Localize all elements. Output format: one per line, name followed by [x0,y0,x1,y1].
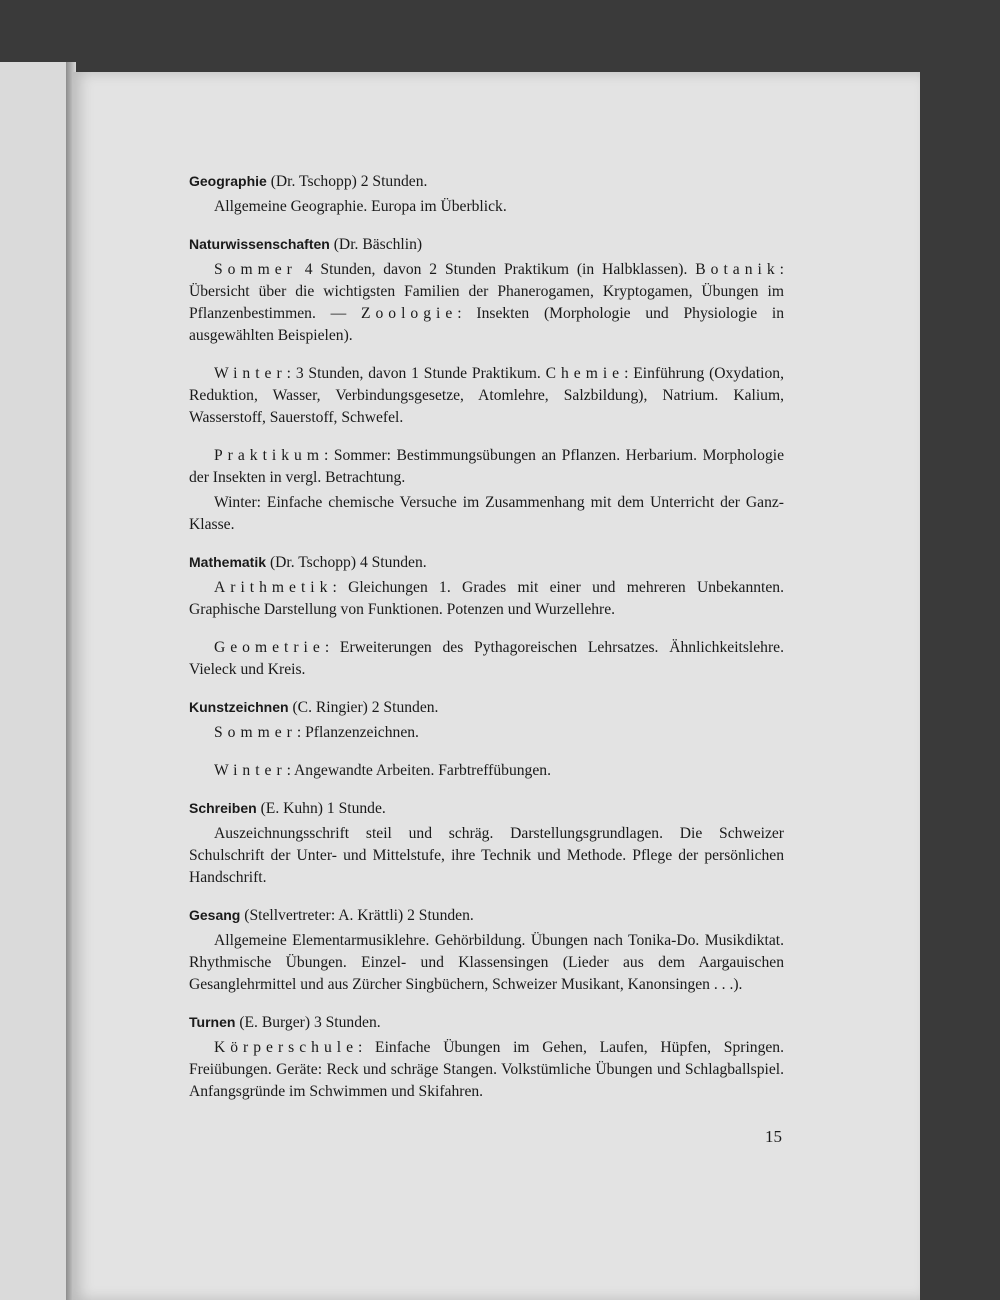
section-title: Naturwissenschaften [189,236,330,252]
text-run: : Insekten (Morphologie und Physiologie in ausgewählten Beispielen). [189,305,784,344]
section-title: Mathematik [189,554,267,570]
section-meta: (Stellvertreter: A. Krättli) 2 Stunden. [244,907,474,924]
facing-page-edge [0,62,70,1300]
text-run: : Angewandte Arbeiten. Farbtreffübungen. [286,762,551,779]
section-mathematik [189,551,784,681]
section-heading [189,233,784,256]
text-run: : 3 Stunden, davon 1 Stunde Praktikum. [286,365,546,382]
text-run: : Pflanzenzeichnen. [296,724,419,741]
spaced-label: Sommer [214,261,297,278]
paragraph [189,577,784,621]
paragraph: Auszeichnungsschrift steil und schräg. Darstellungsgrundlagen. Die Schweizer Schulschrift der Unter- und Mittelstufe, ihre Technik und Methode. Pflege der persönlichen Handschrift. [189,825,784,886]
spaced-label: Praktikum [214,447,324,464]
spaced-label: Arithmetik [214,579,333,596]
section-heading [189,170,784,193]
text-run: : Sommer: Bestimmungsübungen an Pflanzen. Herbarium. Morphologie der Insekten in vergl. Betrachtung. [189,447,784,486]
text-run: : Einführung (Oxydation, Reduktion, Wasser, Verbindungsgesetze, Atomlehre, Salzbildung), Natrium. Kalium, Wasserstoff, Sauerstoff, Schwefel. [189,365,784,426]
section-title: Schreiben [189,800,257,816]
spaced-label: Sommer [214,724,297,741]
section-schreiben [189,797,784,889]
spaced-label: Körperschule [214,1039,358,1056]
paragraph [189,637,784,681]
spaced-label: Chemie [545,365,625,382]
section-title: Gesang [189,907,241,923]
section-title: Kunstzeichnen [189,699,289,715]
spaced-label: Geometrie [214,639,325,656]
spaced-label: Zoologie [360,305,458,322]
section-heading [189,904,784,927]
book-page [72,72,920,1300]
paragraph [189,445,784,489]
section-heading [189,1011,784,1034]
section-meta: (Dr. Tschopp) 2 Stunden. [270,173,428,190]
section-gesang [189,904,784,996]
paragraph [189,722,784,744]
paragraph [189,1037,784,1103]
spaced-label: Botanik [695,261,780,278]
text-run: : Einfache Übungen im Gehen, Laufen, Hüpfen, Springen. Freiübungen. Geräte: Reck und schräge Stangen. Volkstümliche Übungen und Schlagballspiel. Anfangsgründe im Schwimmen und Skifahren. [189,1039,784,1100]
section-meta: (E. Kuhn) 1 Stunde. [260,800,386,817]
text-run: : Übersicht über die wichtigsten Familien der Phanerogamen, Kryptogamen, Übungen im Pflanzenbestimmen. — [189,261,784,322]
text-run: 4 Stunden, davon 2 Stunden Praktikum (in Halbklassen). [296,261,696,278]
section-title: Turnen [189,1014,236,1030]
section-title: Geographie [189,173,267,189]
page-content [189,170,784,1118]
section-naturwissenschaften [189,233,784,536]
section-meta: (Dr. Bäschlin) [333,236,423,253]
section-heading [189,696,784,719]
paragraph: Allgemeine Geographie. Europa im Überblick. [214,198,507,215]
section-meta: (Dr. Tschopp) 4 Stunden. [269,554,427,571]
section-kunstzeichnen [189,696,784,782]
paragraph [189,259,784,347]
spaced-label: Winter [214,762,287,779]
paragraph [189,363,784,429]
paragraph: Winter: Einfache chemische Versuche im Zusammenhang mit dem Unterricht der Ganz-Klasse. [189,494,784,533]
paragraph: Allgemeine Elementarmusiklehre. Gehörbildung. Übungen nach Tonika-Do. Musikdiktat. Rhythmische Übungen. Einzel- und Klassensingen (Lieder aus dem Aargauischen Gesanglehrmittel und aus Zürcher Singbüchern, Schweizer Musikant, Kanonsingen . . .). [189,932,784,993]
spaced-label: Winter [214,365,287,382]
text-run: : Gleichungen 1. Grades mit einer und mehreren Unbekannten. Graphische Darstellung von Funktionen. Potenzen und Wurzellehre. [189,579,784,618]
paragraph [189,760,784,782]
section-turnen [189,1011,784,1103]
section-meta: (C. Ringier) 2 Stunden. [292,699,439,716]
section-geographie [189,170,784,218]
text-run: : Erweiterungen des Pythagoreischen Lehrsatzes. Ähnlichkeitslehre. Vieleck und Kreis. [189,639,784,678]
page-number: 15 [765,1127,782,1146]
section-meta: (E. Burger) 3 Stunden. [239,1014,381,1031]
section-heading [189,797,784,820]
section-heading [189,551,784,574]
